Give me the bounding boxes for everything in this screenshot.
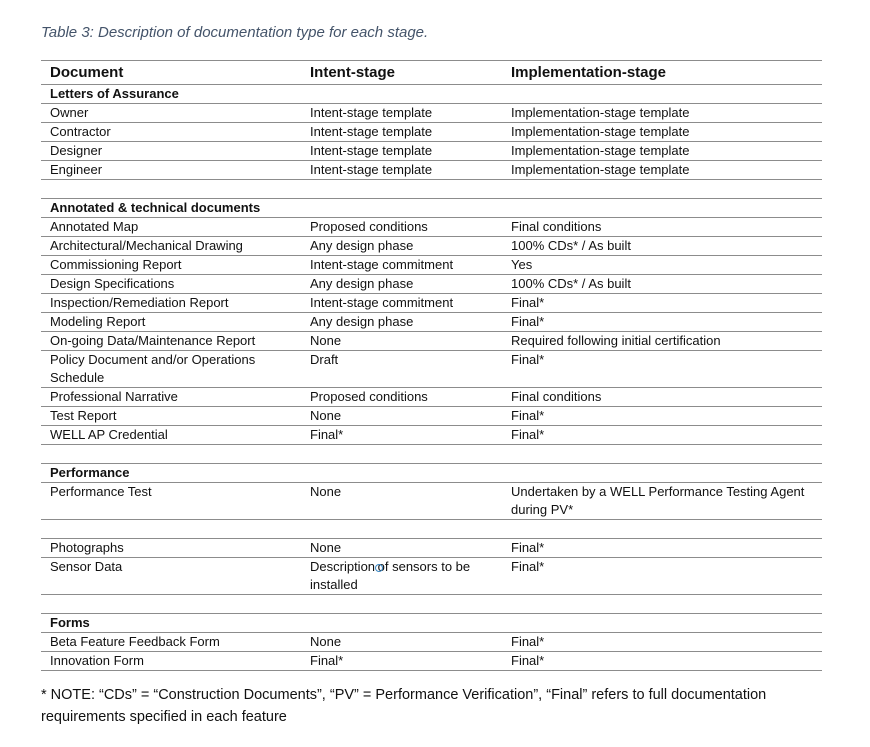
spacer-row [41, 595, 822, 614]
cell-implementation: 100% CDs* / As built [502, 237, 822, 256]
cell-document: Photographs [41, 539, 301, 558]
table-row [41, 483, 822, 520]
cell-intent: None [301, 539, 502, 558]
cell-implementation: Final* [502, 539, 822, 558]
cell-document: Annotated Map [41, 218, 301, 237]
section-title: Forms [41, 614, 301, 633]
cell-document: Designer [41, 142, 301, 161]
cell-document: Professional Narrative [41, 388, 301, 407]
table-row [41, 123, 822, 142]
table-row [41, 539, 822, 558]
cell-intent: Intent-stage template [301, 161, 502, 180]
cell-implementation: Final* [502, 351, 822, 388]
table-row [41, 275, 822, 294]
cell-intent: Proposed conditions [301, 218, 502, 237]
cell-implementation: Implementation-stage template [502, 161, 822, 180]
table-row [41, 652, 822, 671]
cell-document: Test Report [41, 407, 301, 426]
cell-implementation: Final conditions [502, 388, 822, 407]
cell-intent: Any design phase [301, 313, 502, 332]
cell-document: Policy Document and/or Operations Schedule [41, 351, 301, 388]
table-row [41, 104, 822, 123]
cell-document: Innovation Form [41, 652, 301, 671]
header-implementation-stage: Implementation-stage [502, 61, 822, 85]
table-row [41, 558, 822, 595]
header-intent-stage: Intent-stage [301, 61, 502, 85]
cell-implementation: Required following initial certification [502, 332, 822, 351]
cell-document: Inspection/Remediation Report [41, 294, 301, 313]
header-document: Document [41, 61, 301, 85]
table-row [41, 142, 822, 161]
cell-intent: Any design phase [301, 237, 502, 256]
table-row [41, 161, 822, 180]
cell-intent: Final* [301, 426, 502, 445]
cell-implementation: Yes [502, 256, 822, 275]
section-row [41, 85, 822, 104]
cell-document: Beta Feature Feedback Form [41, 633, 301, 652]
section-title: Performance [41, 464, 301, 483]
cell-intent: Draft [301, 351, 502, 388]
section-row [41, 199, 822, 218]
table-row [41, 313, 822, 332]
table-row [41, 237, 822, 256]
table-row [41, 332, 822, 351]
footnote: * NOTE: “CDs” = “Construction Documents”, “PV” = Performance Verification”, “Final” refers to full documentation requirements specified in each feature [41, 687, 767, 725]
section-title: Letters of Assurance [41, 85, 301, 104]
cell-implementation: Implementation-stage template [502, 142, 822, 161]
table-header-row [41, 61, 822, 85]
cell-intent [301, 558, 502, 595]
table-row [41, 426, 822, 445]
table-row [41, 388, 822, 407]
cell-intent: Final* [301, 652, 502, 671]
cell-document: Engineer [41, 161, 301, 180]
cell-intent: Intent-stage commitment [301, 294, 502, 313]
cell-intent: Proposed conditions [301, 388, 502, 407]
cell-document: Design Specifications [41, 275, 301, 294]
cell-intent: Any design phase [301, 275, 502, 294]
cell-intent-text-b: of sensors to be installed [310, 559, 471, 592]
spacer-row [41, 520, 822, 539]
cell-intent: Intent-stage commitment [301, 256, 502, 275]
cell-intent: None [301, 407, 502, 426]
text-cursor-icon [375, 564, 383, 572]
spacer-row [41, 445, 822, 464]
cell-intent: Intent-stage template [301, 104, 502, 123]
cell-implementation: Final* [502, 294, 822, 313]
cell-implementation: Final conditions [502, 218, 822, 237]
spacer-row [41, 180, 822, 199]
table-row [41, 256, 822, 275]
cell-document: Commissioning Report [41, 256, 301, 275]
cell-implementation: Final* [502, 313, 822, 332]
cell-document: On-going Data/Maintenance Report [41, 332, 301, 351]
cell-intent: None [301, 332, 502, 351]
table-caption: Table 3: Description of documentation type for each stage. [41, 24, 429, 41]
table-row [41, 351, 822, 388]
cell-intent: Intent-stage template [301, 142, 502, 161]
cell-document: Modeling Report [41, 313, 301, 332]
cell-document: Contractor [41, 123, 301, 142]
cell-implementation: Undertaken by a WELL Performance Testing Agent during PV* [502, 483, 822, 520]
cell-implementation: Final* [502, 558, 822, 595]
table-row [41, 407, 822, 426]
cell-implementation: Implementation-stage template [502, 104, 822, 123]
cell-document: Performance Test [41, 483, 301, 520]
section-row [41, 614, 822, 633]
cell-implementation: Final* [502, 407, 822, 426]
cell-intent-text-a: Description [310, 559, 379, 574]
cell-implementation: Final* [502, 652, 822, 671]
table-row [41, 633, 822, 652]
section-title: Annotated & technical documents [41, 199, 301, 218]
cell-implementation: Implementation-stage template [502, 123, 822, 142]
cell-document: Architectural/Mechanical Drawing [41, 237, 301, 256]
section-row [41, 464, 822, 483]
cell-document: Sensor Data [41, 558, 301, 595]
documentation-table [41, 60, 822, 671]
cell-implementation: 100% CDs* / As built [502, 275, 822, 294]
table-row [41, 294, 822, 313]
cell-document: Owner [41, 104, 301, 123]
cell-intent: None [301, 483, 502, 520]
cell-implementation: Final* [502, 426, 822, 445]
cell-intent: Intent-stage template [301, 123, 502, 142]
cell-document: WELL AP Credential [41, 426, 301, 445]
cell-intent: None [301, 633, 502, 652]
cell-implementation: Final* [502, 633, 822, 652]
table-row [41, 218, 822, 237]
